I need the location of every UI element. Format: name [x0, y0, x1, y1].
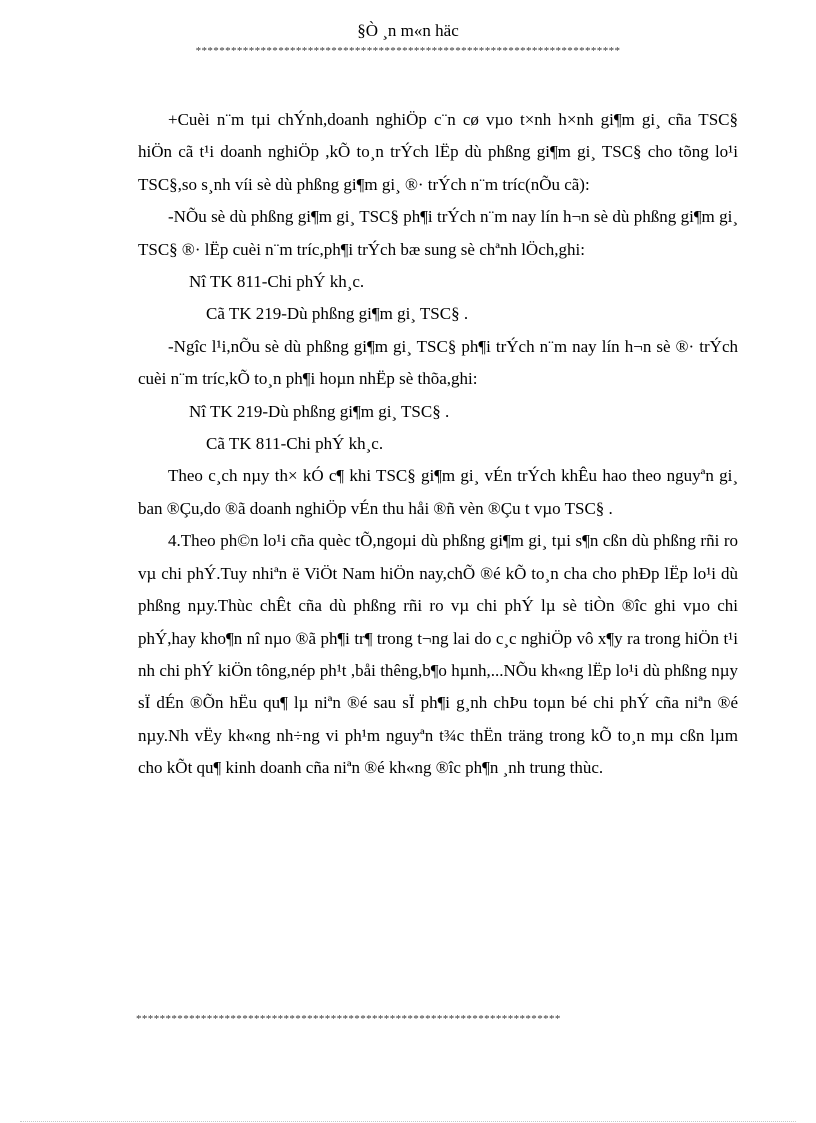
- entry-debit-811: Nî TK 811-Chi phÝ kh¸c.: [189, 272, 365, 292]
- page-header-title: §Ò ¸n m«n häc: [357, 21, 459, 40]
- page-bottom-edge: [20, 1121, 796, 1122]
- footer-asterisk-rule: ************************************************************************: [136, 1013, 561, 1025]
- document-body: [138, 104, 738, 785]
- entry-credit-811: Cã TK 811-Chi phÝ kh¸c.: [206, 434, 384, 454]
- header-asterisk-rule: ************************************************************************: [195, 45, 621, 57]
- paragraph-international-classification: 4.Theo ph©n lo¹i cña quèc tÕ,ngoµi dù phßng gi¶m gi¸ tµi s¶n cßn dù phßng rñi ro vµ chi phÝ.Tuy nhiªn ë ViÖt Nam hiÖn nay,chÕ ®é kÕ to¸n cha cho phÐp lËp lo¹i dù phßng nµy.Thùc chÊt cña dù phßng rñi ro vµ chi phÝ lµ sè tiÒn ®îc ghi vµo chi phÝ,hay kho¶n nî nµo ®ã ph¶i tr¶ trong t¬ng lai do c¸c nghiÖp vô x¶y ra trong hiÖn t¹i nh chi phÝ kiÖn tông,nép ph¹t ,båi thêng,b¶o hµnh,...NÕu kh«ng lËp lo¹i dù phßng nµy sÏ dÉn ®Õn hËu qu¶ lµ niªn ®é sau sÏ ph¶i g¸nh chÞu toµn bé chi phÝ cña niªn ®é nµy.Nh vËy kh«ng nh÷ng vi ph¹m nguyªn t¾c thËn träng trong kÕ to¸n mµ cßn lµm cho kÕt qu¶ kinh doanh cña niªn ®é kh«ng ®îc ph¶n ¸nh trung thùc.: [138, 531, 738, 778]
- paragraph-additional-provision: -NÕu sè dù phßng gi¶m gi¸ TSC§ ph¶i trÝch n¨m nay lín h¬n sè dù phßng gi¶m gi¸ TSC§ ®· lËp cuèi n¨m tríc,ph¶i trÝch bæ sung sè chªnh lÖch,ghi:: [138, 207, 738, 259]
- paragraph-year-end-provision: +Cuèi n¨m tµi chÝnh,doanh nghiÖp c¨n cø vµo t×nh h×nh gi¶m gi¸ cña TSC§ hiÖn cã t¹i doanh nghiÖp ,kÕ to¸n trÝch lËp dù phßng gi¶m gi¸ TSC§ cho tõng lo¹i TSC§,so s¸nh víi sè dù phßng gi¶m gi¸ ®· trÝch n¨m tríc(nÕu cã):: [138, 110, 738, 194]
- entry-debit-219: Nî TK 219-Dù phßng gi¶m gi¸ TSC§ .: [189, 401, 450, 421]
- paragraph-reversal: -Ngîc l¹i,nÕu sè dù phßng gi¶m gi¸ TSC§ ph¶i trÝch n¨m nay lín h¬n sè ®· trÝch cuèi n¨m tríc,kÕ to¸n ph¶i hoµn nhËp sè thõa,ghi:: [138, 336, 738, 389]
- paragraph-depreciation-note: Theo c¸ch nµy th× kÓ c¶ khi TSC§ gi¶m gi¸ vÉn trÝch khÊu hao theo nguyªn gi¸ ban ®Çu,do ®ã doanh nghiÖp vÉn thu håi ®ñ vèn ®Çu t vµo TSC§ .: [138, 466, 738, 518]
- entry-credit-219: Cã TK 219-Dù phßng gi¶m gi¸ TSC§ .: [206, 304, 469, 324]
